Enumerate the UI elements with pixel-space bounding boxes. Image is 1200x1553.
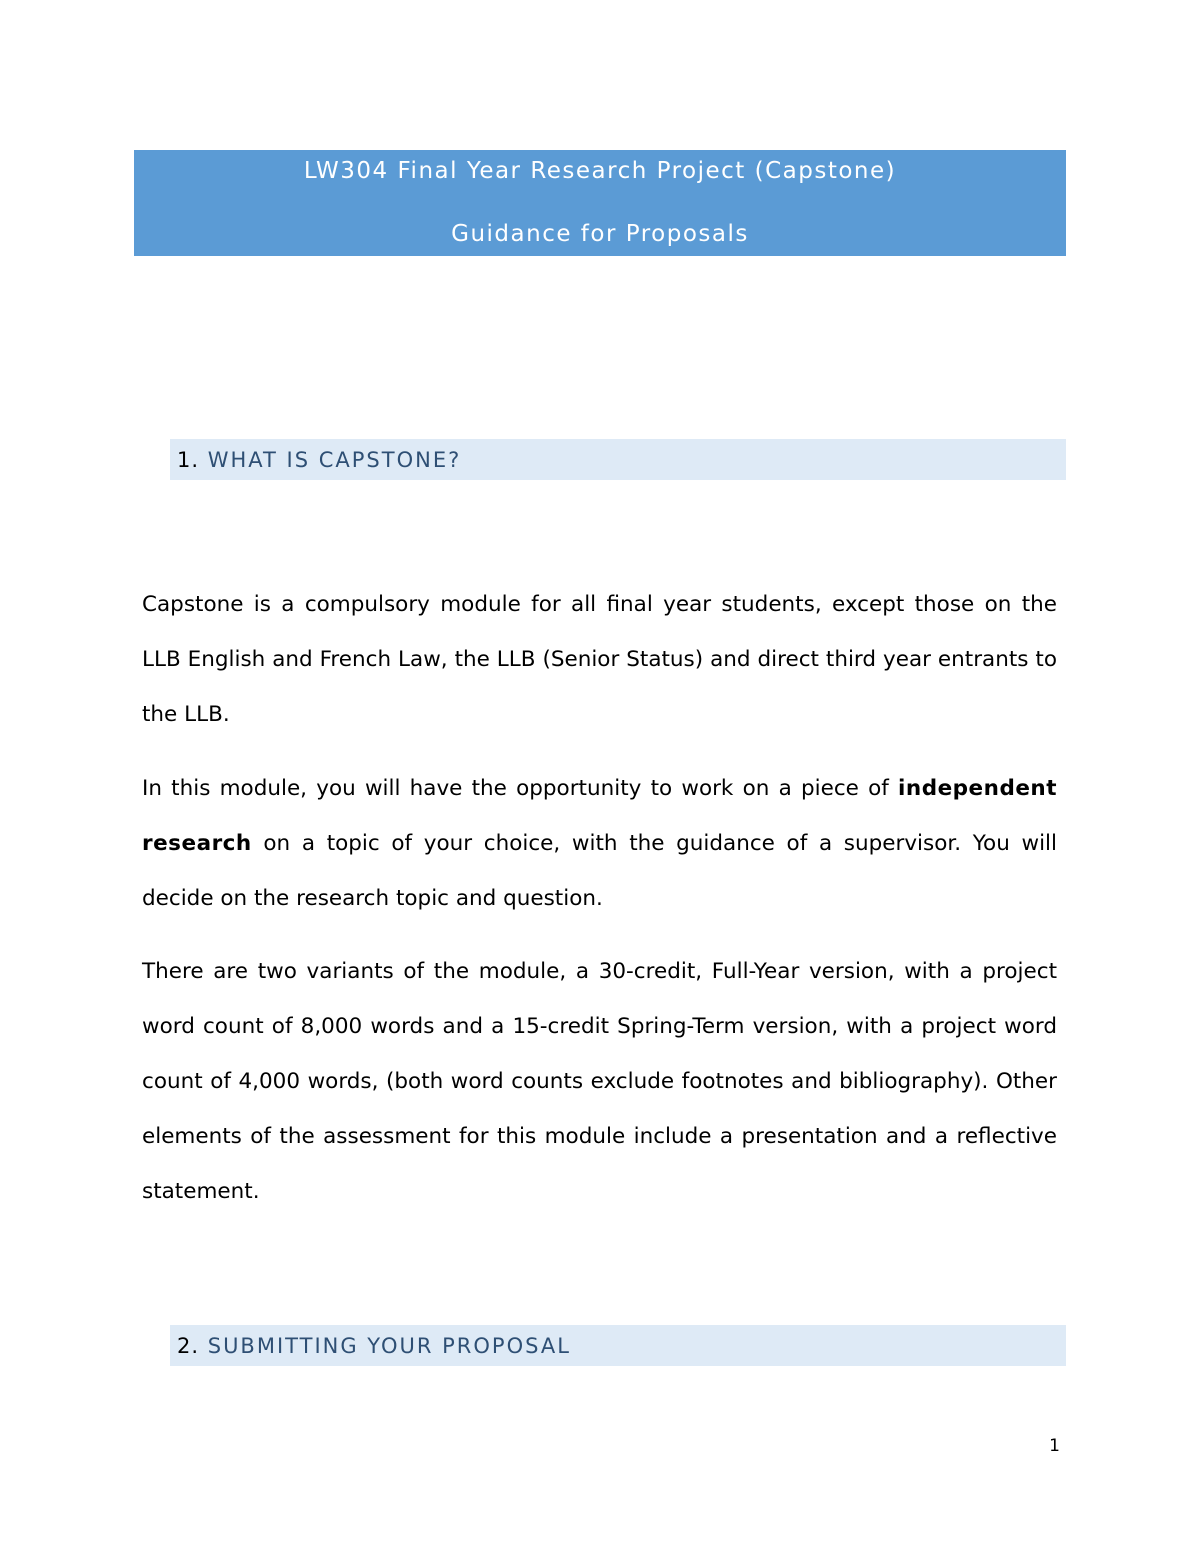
paragraph-module-description [142, 761, 1057, 926]
page-number: 1 [1049, 1436, 1060, 1456]
emphasis-independent-research: independent research [142, 776, 1057, 856]
paragraph-capstone-intro: Capstone is a compulsory module for all final year students, except those on the LLB English and French Law, the LLB (Senior Status) and direct third year entrants to the LLB. [142, 592, 1057, 727]
section-title: WHAT IS CAPSTONE? [207, 448, 462, 472]
document-title: LW304 Final Year Research Project (Capstone) [303, 158, 897, 184]
document-subtitle: Guidance for Proposals [451, 221, 749, 247]
section-number: 1. [177, 448, 200, 472]
paragraph-text: on a topic of your choice, with the guidance of a supervisor. You will decide on the research topic and question. [142, 831, 1057, 911]
section-number: 2. [177, 1334, 200, 1358]
section-heading-submitting-proposal [170, 1325, 1066, 1366]
paragraph-module-variants: There are two variants of the module, a 30-credit, Full-Year version, with a project word count of 8,000 words and a 15-credit Spring-Term version, with a project word count of 4,000 words, (both word counts exclude footnotes and bibliography). Other elements of the assessment for this module include a presentation and a reflective statement. [142, 959, 1057, 1204]
section-heading-what-is-capstone [170, 439, 1066, 480]
section-title: SUBMITTING YOUR PROPOSAL [207, 1334, 571, 1358]
paragraph-text: In this module, you will have the opportunity to work on a piece of [142, 776, 899, 801]
document-title-box [134, 150, 1066, 256]
